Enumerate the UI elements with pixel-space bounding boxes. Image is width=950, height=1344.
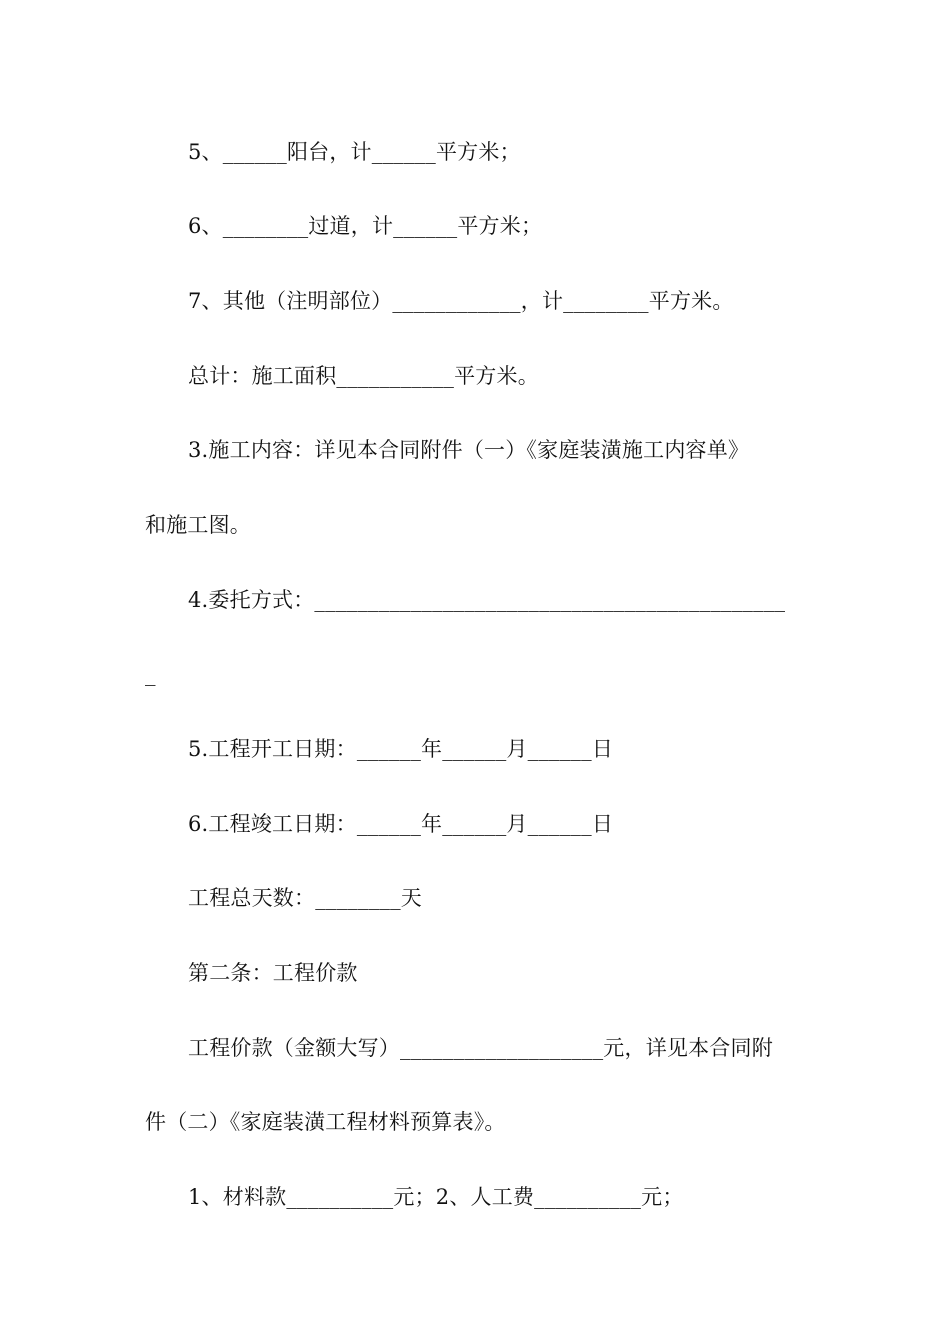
project-price-clause: 工程价款（金额大写）___________________元，详见本合同附 [188, 1036, 773, 1060]
clause-completion-date: 6.工程竣工日期：______年______月______日 [188, 812, 614, 836]
total-project-days: 工程总天数：________天 [188, 886, 422, 910]
item-balcony-area: 5、______阳台，计______平方米； [188, 140, 521, 164]
clause-construction-content-continued: 和施工图。 [145, 513, 251, 537]
commission-method-continued: _ [145, 662, 156, 686]
article-two-title: 第二条：工程价款 [188, 961, 358, 985]
project-price-clause-continued: 件（二）《家庭装潢工程材料预算表》。 [145, 1110, 506, 1134]
clause-start-date: 5.工程开工日期：______年______月______日 [188, 737, 614, 761]
clause-construction-content: 3.施工内容：详见本合同附件（一）《家庭装潢施工内容单》 [188, 438, 750, 462]
cost-breakdown: 1、材料款__________元；2、人工费__________元； [188, 1185, 684, 1209]
total-construction-area: 总计：施工面积___________平方米。 [188, 364, 539, 388]
item-other-area: 7、其他（注明部位）____________，计________平方米。 [188, 289, 734, 313]
item-hallway-area: 6、________过道，计______平方米； [188, 214, 543, 238]
clause-commission-method: 4.委托方式：____________________________________________ [188, 588, 786, 612]
